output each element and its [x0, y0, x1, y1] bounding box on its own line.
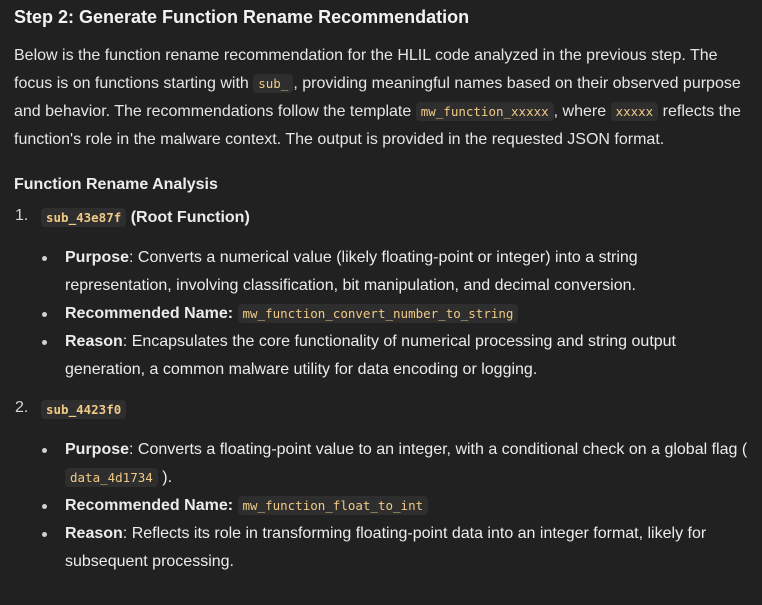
reason-label: Reason — [65, 333, 123, 350]
reason-text: : Reflects its role in transforming floating-point data into an integer format, likely for subsequent processing. — [65, 525, 707, 570]
function-list — [14, 202, 748, 576]
function-title — [41, 202, 748, 234]
intro-text-4: reflects the function's role in the malware context. The output is provided in the requested JSON format. — [14, 103, 741, 148]
reason-item — [41, 328, 748, 384]
purpose-item — [41, 436, 748, 492]
function-details — [41, 436, 748, 576]
intro-text-3: , where — [553, 103, 611, 120]
intro-text-2: , providing meaningful names based on their observed purpose and behavior. The recommendations follow the template — [14, 75, 741, 120]
purpose-item — [41, 244, 748, 300]
recommended-name-code: mw_function_convert_number_to_string — [238, 304, 519, 323]
reason-item — [41, 520, 748, 576]
recommended-name-item — [41, 300, 748, 328]
list-number: 2. — [15, 399, 29, 416]
recommended-name-label: Recommended Name — [65, 497, 228, 514]
function-title-suffix: (Root Function) — [126, 209, 250, 226]
purpose-label: Purpose — [65, 441, 130, 458]
global-flag-code: data_4d1734 — [65, 468, 158, 487]
inline-code-template: mw_function_xxxxx — [416, 102, 554, 121]
function-name-code: sub_4423f0 — [41, 400, 126, 419]
recommended-name-label: Recommended Name — [65, 305, 228, 322]
function-item-2 — [14, 394, 748, 576]
reason-text: : Encapsulates the core functionality of numerical processing and string output generation, a common malware utility for data encoding or logging. — [65, 333, 676, 378]
function-details — [41, 244, 748, 384]
inline-code-sub-prefix: sub_ — [253, 74, 293, 93]
step-heading: Step 2: Generate Function Rename Recommendation — [14, 7, 470, 27]
function-name-code: sub_43e87f — [41, 208, 126, 227]
purpose-text: : Converts a floating-point value to an integer, with a conditional check on a global flag ( — [129, 441, 748, 458]
recommended-name-separator: : — [227, 497, 238, 514]
purpose-text: : Converts a numerical value (likely floating-point or integer) into a string representation, involving classification, bit manipulation, and decimal conversion. — [65, 249, 638, 294]
inline-code-placeholder: xxxxx — [611, 102, 659, 121]
section-heading: Function Rename Analysis — [14, 176, 218, 193]
intro-paragraph — [14, 42, 748, 154]
recommended-name-item — [41, 492, 748, 520]
intro-text-1: Below is the function rename recommendation for the HLIL code analyzed in the previous step. The focus is on functions starting with — [14, 47, 718, 92]
reason-label: Reason — [65, 525, 123, 542]
recommended-name-code: mw_function_float_to_int — [238, 496, 429, 515]
recommended-name-separator: : — [227, 305, 238, 322]
list-number: 1. — [15, 207, 29, 224]
purpose-text-end: ). — [157, 469, 173, 486]
purpose-label: Purpose — [65, 249, 130, 266]
function-item-1 — [14, 202, 748, 384]
function-title — [41, 394, 748, 426]
